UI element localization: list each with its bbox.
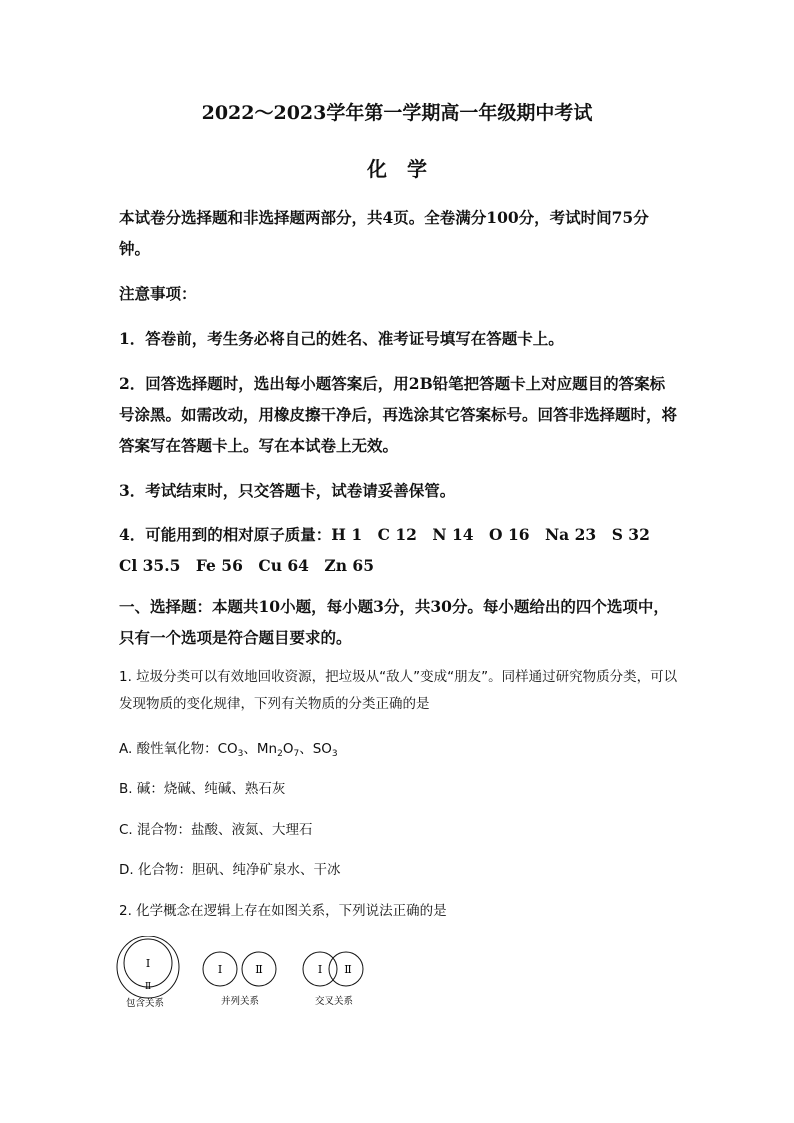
q1-option-d: D. 化合物：胆矾、纯净矿泉水、干冰 [119,862,341,878]
note-4: 4．可能用到的相对原子质量：H 1 C 12 N 14 O 16 Na 23 S 32 Cl 35.5 Fe 56 Cu 64 Zn 65 [119,525,666,575]
note-1: 1．答卷前，考生务必将自己的姓名、准考证号填写在答题卡上。 [119,329,564,348]
caption-parallel: 并列关系 [220,996,260,1007]
parallel-diagram [203,952,276,1007]
inner-label: Ⅰ [145,957,151,970]
notes-heading: 注意事项： [119,284,197,303]
note-3: 3．考试结束时，只交答题卡，试卷请妥善保管。 [119,481,456,500]
caption-intersection: 交叉关系 [314,996,354,1007]
q2-stem: 2. 化学概念在逻辑上存在如图关系，下列说法正确的是 [119,903,447,919]
section1-heading: 一、选择题：本题共10小题，每小题3分，共30分。每小题给出的四个选项中，只有一个选项是符合题目要求的。 [119,597,669,647]
label-i: Ⅰ [317,963,323,976]
caption-containment: 包含关系 [125,998,165,1009]
label-ii: Ⅱ [255,963,263,976]
q1-option-b: B. 碱：烧碱、纯碱、熟石灰 [119,781,286,797]
exam-title: 2022～2023学年第一学期高一年级期中考试 [201,102,593,124]
note-2: 2．回答选择题时，选出每小题答案后，用2B铅笔把答题卡上对应题目的答案标号涂黑。如需改动，用橡皮擦干净后，再选涂其它答案标号。回答非选择题时，将答案写在答题卡上。写在本试卷上无效。 [119,374,678,455]
intro-paragraph: 本试卷分选择题和非选择题两部分，共4页。全卷满分100分，考试时间75分钟。 [119,208,649,258]
intersection-diagram [303,952,363,1007]
subject-title: 化 学 [367,157,427,181]
q1-stem: 1. 垃圾分类可以有效地回收资源，把垃圾从“敌人”变成“朋友”。同样通过研究物质分类，可以发现物质的变化规律，下列有关物质的分类正确的是 [119,669,678,712]
outer-label: Ⅱ [144,982,152,992]
q2-relationship-diagram [110,936,380,1014]
q1-option-a: A. 酸性氧化物：$CO_3$、$Mn_2O_7$、$SO_3$ [119,741,338,759]
containment-diagram [117,936,179,1009]
label-i: Ⅰ [217,963,223,976]
label-ii: Ⅱ [344,963,352,976]
q1-option-c: C. 混合物：盐酸、液氮、大理石 [119,822,313,838]
